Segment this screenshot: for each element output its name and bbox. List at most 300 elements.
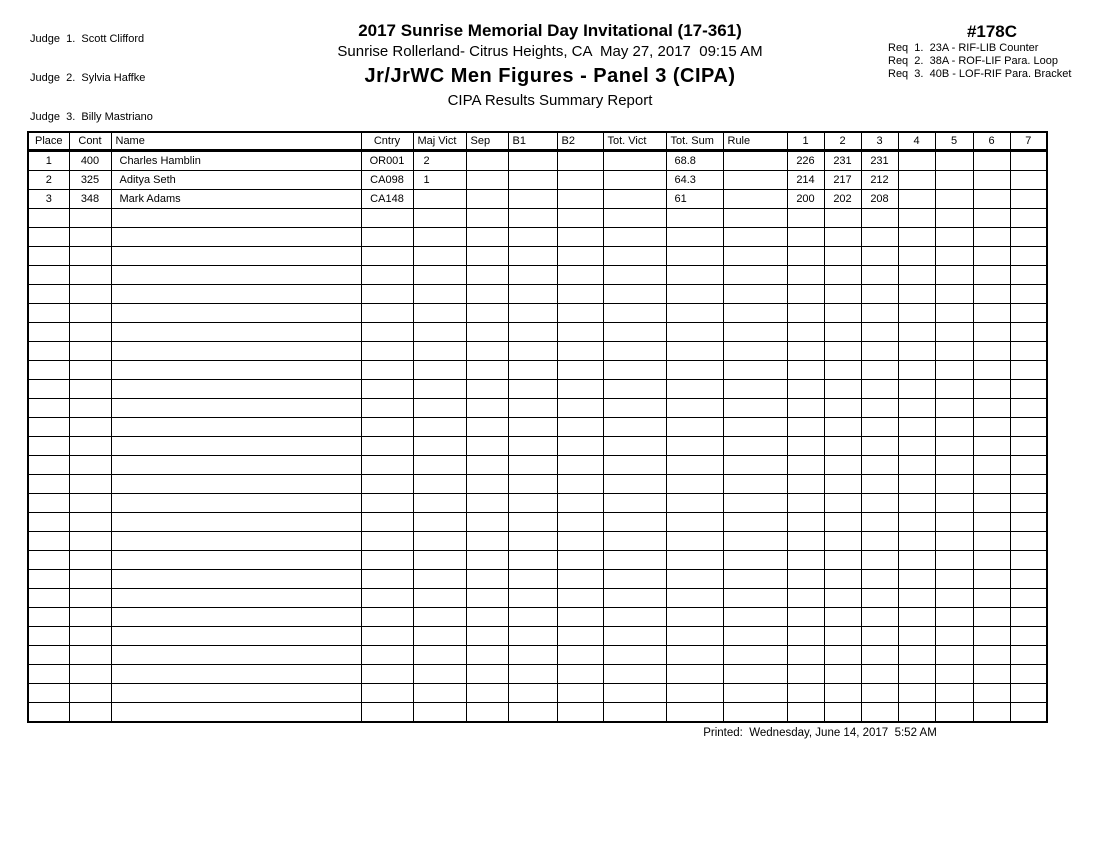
table-cell <box>557 589 603 608</box>
column-header: B1 <box>508 132 557 151</box>
table-cell <box>557 399 603 418</box>
table-cell <box>508 304 557 323</box>
table-cell <box>413 437 466 456</box>
table-cell <box>28 437 69 456</box>
table-cell <box>787 665 824 684</box>
table-cell <box>28 494 69 513</box>
results-header-row <box>28 132 1047 151</box>
table-cell <box>723 475 787 494</box>
table-cell <box>28 684 69 703</box>
table-cell <box>935 304 973 323</box>
table-cell <box>413 665 466 684</box>
table-cell <box>466 399 508 418</box>
table-cell <box>861 323 898 342</box>
table-cell <box>603 418 666 437</box>
table-cell <box>973 399 1010 418</box>
table-cell <box>603 247 666 266</box>
table-cell <box>861 399 898 418</box>
table-cell <box>973 684 1010 703</box>
table-cell <box>466 589 508 608</box>
table-cell <box>508 190 557 209</box>
table-cell <box>508 570 557 589</box>
table-cell: 208 <box>861 190 898 209</box>
table-cell <box>413 513 466 532</box>
table-cell <box>361 399 413 418</box>
table-cell <box>973 323 1010 342</box>
table-cell <box>723 399 787 418</box>
table-cell <box>824 304 861 323</box>
table-cell <box>824 266 861 285</box>
table-cell <box>466 323 508 342</box>
table-cell <box>466 703 508 723</box>
table-cell <box>898 323 935 342</box>
table-cell <box>361 684 413 703</box>
table-cell <box>28 627 69 646</box>
table-cell <box>973 532 1010 551</box>
table-cell <box>413 399 466 418</box>
table-cell <box>861 494 898 513</box>
table-cell <box>861 513 898 532</box>
table-cell <box>508 171 557 190</box>
table-cell <box>935 551 973 570</box>
table-cell <box>69 342 111 361</box>
table-cell <box>69 437 111 456</box>
results-table <box>27 131 1048 723</box>
table-cell <box>666 304 723 323</box>
table-cell <box>111 684 361 703</box>
table-cell <box>935 456 973 475</box>
table-cell <box>973 247 1010 266</box>
column-header: Tot. Sum <box>666 132 723 151</box>
table-cell <box>466 532 508 551</box>
table-cell <box>413 494 466 513</box>
table-cell <box>973 494 1010 513</box>
table-cell <box>861 380 898 399</box>
printed-timestamp: Printed: Wednesday, June 14, 2017 5:52 AM <box>703 727 937 739</box>
table-cell <box>898 665 935 684</box>
table-cell <box>861 570 898 589</box>
table-cell <box>898 570 935 589</box>
table-cell <box>973 513 1010 532</box>
table-cell <box>935 228 973 247</box>
table-cell <box>466 513 508 532</box>
column-header: 3 <box>861 132 898 151</box>
table-cell <box>898 342 935 361</box>
requirements-block <box>888 21 1096 81</box>
table-cell <box>723 684 787 703</box>
table-cell <box>666 266 723 285</box>
table-cell <box>603 627 666 646</box>
table-cell <box>935 665 973 684</box>
table-cell <box>361 285 413 304</box>
table-cell <box>557 551 603 570</box>
table-cell <box>898 209 935 228</box>
table-cell <box>787 380 824 399</box>
table-cell <box>557 608 603 627</box>
table-cell <box>1010 608 1047 627</box>
empty-table-row <box>28 323 1047 342</box>
table-cell <box>973 551 1010 570</box>
table-cell: Aditya Seth <box>111 171 361 190</box>
table-cell: 325 <box>69 171 111 190</box>
table-cell <box>973 456 1010 475</box>
table-cell <box>508 589 557 608</box>
table-cell <box>466 380 508 399</box>
empty-table-row <box>28 418 1047 437</box>
table-cell <box>413 475 466 494</box>
table-cell <box>973 703 1010 723</box>
table-cell <box>824 627 861 646</box>
table-cell <box>28 342 69 361</box>
table-cell <box>666 494 723 513</box>
empty-table-row <box>28 247 1047 266</box>
table-cell <box>508 266 557 285</box>
table-cell <box>603 494 666 513</box>
table-cell <box>603 190 666 209</box>
table-cell <box>824 475 861 494</box>
table-cell <box>898 171 935 190</box>
empty-table-row <box>28 551 1047 570</box>
table-cell <box>111 247 361 266</box>
table-cell <box>1010 418 1047 437</box>
requirement-line: Req 1. 23A - RIF-LIB Counter <box>888 42 1039 54</box>
table-cell <box>466 361 508 380</box>
table-cell <box>935 190 973 209</box>
table-cell <box>28 532 69 551</box>
table-cell <box>898 513 935 532</box>
table-cell: Charles Hamblin <box>111 151 361 171</box>
table-cell <box>69 646 111 665</box>
table-cell: 231 <box>861 151 898 171</box>
report-type: CIPA Results Summary Report <box>447 92 653 109</box>
table-cell <box>1010 380 1047 399</box>
empty-table-row <box>28 342 1047 361</box>
table-cell <box>508 380 557 399</box>
table-cell <box>1010 551 1047 570</box>
table-cell <box>1010 323 1047 342</box>
table-cell <box>787 703 824 723</box>
table-cell <box>787 456 824 475</box>
table-cell <box>935 627 973 646</box>
table-cell <box>973 646 1010 665</box>
empty-table-row <box>28 646 1047 665</box>
table-cell <box>557 627 603 646</box>
table-cell <box>973 151 1010 171</box>
table-cell <box>723 266 787 285</box>
table-cell <box>466 456 508 475</box>
empty-table-row <box>28 684 1047 703</box>
table-cell <box>973 342 1010 361</box>
table-cell <box>973 418 1010 437</box>
table-cell: 1 <box>413 171 466 190</box>
table-cell: 231 <box>824 151 861 171</box>
table-cell <box>111 380 361 399</box>
table-cell <box>28 285 69 304</box>
table-cell <box>723 608 787 627</box>
table-cell <box>935 646 973 665</box>
table-cell <box>508 151 557 171</box>
table-cell: Mark Adams <box>111 190 361 209</box>
table-cell <box>28 589 69 608</box>
table-cell <box>973 380 1010 399</box>
table-cell <box>935 380 973 399</box>
empty-table-row <box>28 266 1047 285</box>
table-cell <box>973 304 1010 323</box>
table-cell <box>723 380 787 399</box>
table-cell <box>557 209 603 228</box>
table-cell <box>603 437 666 456</box>
table-cell <box>824 494 861 513</box>
column-header: 7 <box>1010 132 1047 151</box>
table-cell <box>28 323 69 342</box>
table-cell <box>557 456 603 475</box>
table-cell <box>413 703 466 723</box>
table-cell <box>666 703 723 723</box>
table-cell <box>361 323 413 342</box>
table-cell <box>666 228 723 247</box>
table-cell <box>69 589 111 608</box>
table-cell <box>787 627 824 646</box>
table-cell <box>723 532 787 551</box>
table-cell <box>361 209 413 228</box>
table-cell <box>666 323 723 342</box>
table-cell <box>1010 285 1047 304</box>
table-cell <box>508 399 557 418</box>
table-cell <box>28 608 69 627</box>
table-cell <box>508 532 557 551</box>
table-cell <box>935 570 973 589</box>
table-cell <box>603 532 666 551</box>
table-cell <box>466 209 508 228</box>
table-cell <box>666 532 723 551</box>
table-cell <box>787 399 824 418</box>
table-cell <box>413 646 466 665</box>
table-cell <box>898 437 935 456</box>
table-cell <box>603 380 666 399</box>
event-number: #178C <box>966 22 1018 41</box>
table-cell <box>413 456 466 475</box>
table-cell: 400 <box>69 151 111 171</box>
table-cell <box>935 437 973 456</box>
table-cell <box>69 684 111 703</box>
table-cell <box>466 570 508 589</box>
table-cell <box>898 608 935 627</box>
table-cell <box>824 323 861 342</box>
table-cell <box>898 190 935 209</box>
table-cell <box>1010 361 1047 380</box>
table-cell <box>361 551 413 570</box>
column-header: 5 <box>935 132 973 151</box>
table-cell <box>508 703 557 723</box>
table-cell: 68.8 <box>666 151 723 171</box>
table-cell <box>666 399 723 418</box>
table-cell <box>666 589 723 608</box>
table-cell <box>466 475 508 494</box>
table-cell <box>861 437 898 456</box>
table-cell <box>787 570 824 589</box>
table-cell <box>557 323 603 342</box>
table-cell <box>787 361 824 380</box>
table-cell: 217 <box>824 171 861 190</box>
table-cell <box>361 266 413 285</box>
table-cell <box>111 361 361 380</box>
table-cell <box>413 684 466 703</box>
table-cell <box>69 703 111 723</box>
column-header: Place <box>28 132 69 151</box>
table-cell <box>603 665 666 684</box>
table-cell <box>28 513 69 532</box>
empty-table-row <box>28 665 1047 684</box>
table-cell <box>413 209 466 228</box>
table-cell <box>413 532 466 551</box>
table-cell <box>723 247 787 266</box>
table-cell <box>935 342 973 361</box>
table-cell <box>1010 475 1047 494</box>
column-header: 6 <box>973 132 1010 151</box>
table-cell <box>413 589 466 608</box>
table-cell <box>466 437 508 456</box>
table-cell <box>973 627 1010 646</box>
table-cell <box>1010 171 1047 190</box>
table-cell <box>111 513 361 532</box>
table-cell <box>69 551 111 570</box>
table-cell <box>508 361 557 380</box>
table-cell <box>1010 532 1047 551</box>
table-cell <box>723 171 787 190</box>
table-cell <box>466 665 508 684</box>
table-cell <box>508 608 557 627</box>
table-cell <box>69 665 111 684</box>
table-cell <box>935 494 973 513</box>
table-cell <box>466 494 508 513</box>
table-cell <box>787 684 824 703</box>
table-cell <box>1010 190 1047 209</box>
table-cell <box>28 228 69 247</box>
table-cell: 61 <box>666 190 723 209</box>
table-cell <box>723 646 787 665</box>
table-cell <box>861 532 898 551</box>
report-header <box>250 21 850 110</box>
table-cell <box>413 627 466 646</box>
column-header: Name <box>111 132 361 151</box>
table-cell <box>361 589 413 608</box>
table-cell <box>69 380 111 399</box>
table-cell <box>413 608 466 627</box>
table-cell <box>508 627 557 646</box>
table-row <box>28 151 1047 171</box>
table-cell <box>666 513 723 532</box>
table-cell <box>111 475 361 494</box>
table-cell <box>466 228 508 247</box>
table-cell <box>898 475 935 494</box>
table-cell <box>361 494 413 513</box>
table-row <box>28 171 1047 190</box>
table-cell <box>1010 665 1047 684</box>
table-cell <box>557 646 603 665</box>
table-cell <box>28 209 69 228</box>
column-header: 2 <box>824 132 861 151</box>
table-cell <box>111 494 361 513</box>
table-cell <box>1010 247 1047 266</box>
table-cell <box>973 190 1010 209</box>
table-cell <box>361 570 413 589</box>
table-cell <box>1010 437 1047 456</box>
table-cell <box>898 646 935 665</box>
table-cell <box>861 304 898 323</box>
table-cell <box>111 209 361 228</box>
table-cell <box>557 665 603 684</box>
table-cell <box>898 304 935 323</box>
empty-table-row <box>28 361 1047 380</box>
table-cell <box>361 304 413 323</box>
table-cell <box>1010 456 1047 475</box>
table-cell <box>824 361 861 380</box>
table-cell <box>723 228 787 247</box>
table-cell <box>28 456 69 475</box>
table-cell <box>111 608 361 627</box>
table-cell: 348 <box>69 190 111 209</box>
table-cell <box>787 266 824 285</box>
table-cell <box>111 665 361 684</box>
table-cell <box>824 380 861 399</box>
table-cell <box>787 228 824 247</box>
table-cell: 2 <box>413 151 466 171</box>
table-cell <box>824 551 861 570</box>
table-cell <box>603 209 666 228</box>
table-cell <box>973 437 1010 456</box>
table-cell <box>898 494 935 513</box>
table-cell: 1 <box>28 151 69 171</box>
table-cell <box>111 456 361 475</box>
table-cell <box>508 285 557 304</box>
table-cell <box>69 608 111 627</box>
venue-date-line: Sunrise Rollerland- Citrus Heights, CA May 27, 2017 09:15 AM <box>337 43 763 60</box>
table-cell <box>824 209 861 228</box>
table-cell: 2 <box>28 171 69 190</box>
table-cell <box>973 209 1010 228</box>
table-cell <box>28 418 69 437</box>
table-cell <box>508 456 557 475</box>
table-cell <box>361 342 413 361</box>
table-cell <box>666 209 723 228</box>
table-cell <box>69 475 111 494</box>
table-cell <box>557 684 603 703</box>
table-cell <box>898 151 935 171</box>
table-cell <box>666 342 723 361</box>
table-cell <box>413 247 466 266</box>
table-cell <box>413 551 466 570</box>
table-cell <box>466 171 508 190</box>
table-cell <box>935 285 973 304</box>
competition-title: 2017 Sunrise Memorial Day Invitational (17-361) <box>358 21 742 40</box>
table-cell <box>361 361 413 380</box>
table-cell <box>413 228 466 247</box>
empty-table-row <box>28 304 1047 323</box>
table-cell <box>28 266 69 285</box>
table-cell <box>1010 627 1047 646</box>
table-cell <box>1010 570 1047 589</box>
empty-table-row <box>28 456 1047 475</box>
table-cell <box>973 570 1010 589</box>
table-cell <box>361 418 413 437</box>
table-cell: 212 <box>861 171 898 190</box>
table-cell <box>666 608 723 627</box>
table-cell <box>861 247 898 266</box>
table-cell <box>935 608 973 627</box>
table-cell <box>361 380 413 399</box>
table-cell <box>603 703 666 723</box>
table-cell <box>466 285 508 304</box>
